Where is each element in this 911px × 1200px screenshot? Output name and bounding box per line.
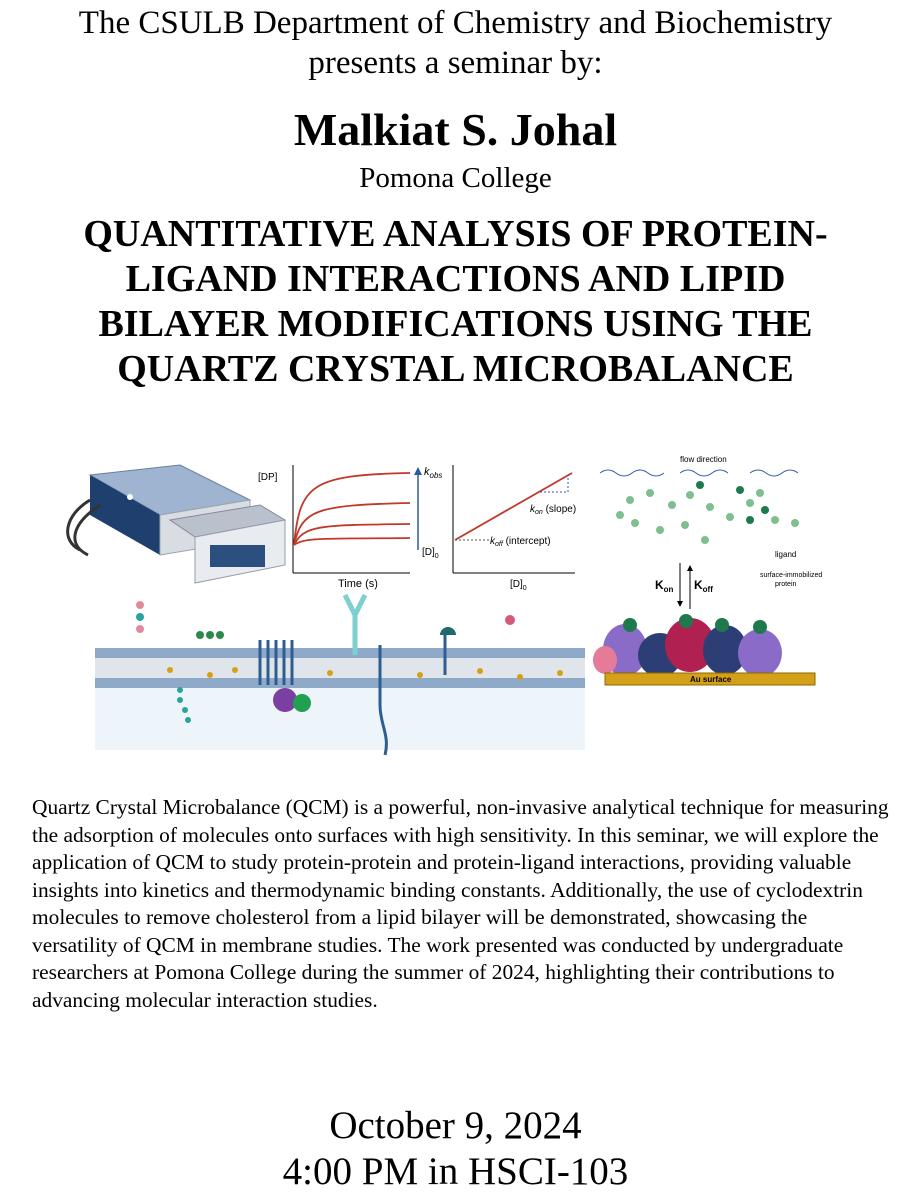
qcm-instrument-image: [68, 465, 285, 583]
plot1-arrow-top: $k_{obs}$: [424, 466, 443, 480]
seminar-abstract: Quartz Crystal Microbalance (QCM) is a powerful, non-invasive analytical technique for measuring the adsorption of molecules onto surfaces with high sensitivity. In this seminar, we will explore the application of QCM to study protein-protein and protein-ligand interactions, providing valuable insights into kinetics and thermodynamic binding constants. Additionally, the use of cyclodextrin molecules to remove cholesterol from a lipid bilayer will be demonstrated, showcasing the versatility of QCM in membrane studies. The work presented was conducted by undergraduate researchers at Pomona College during the summer of 2024, highlighting their contributions to advancing molecular interaction studies.: [32, 795, 889, 1012]
qcm-binding-schematic: [593, 455, 822, 685]
curve-4: [294, 538, 410, 545]
flow-direction-label: flow direction: [680, 455, 727, 464]
plot1-xlabel: Time (s): [338, 578, 378, 590]
curve-3: [294, 524, 410, 545]
kon-label: $K_{on}$: [655, 578, 674, 594]
plot2-slope-label: $k_{on}$ (slope): [530, 504, 577, 516]
seminar-title: QUANTITATIVE ANALYSIS OF PROTEIN-LIGAND INTERACTIONS AND LIPID BILAYER MODIFICATIONS USING THE QUARTZ CRYSTAL MICROBALANCE: [83, 213, 828, 390]
lipid-bilayer-illustration: [95, 595, 585, 755]
koff-label: $K_{off}$: [694, 578, 713, 594]
seminar-figure: [60, 445, 840, 765]
event-time-location: 4:00 PM in HSCI-103: [282, 1150, 629, 1193]
ligand-label: ligand: [775, 550, 797, 559]
plot1-arrow-bottom: $[D]_0$: [422, 547, 439, 560]
plot1-ylabel: [DP]: [258, 472, 278, 483]
header-presents: presents a seminar by:: [308, 45, 603, 81]
speaker-name: Malkiat S. Johal: [293, 104, 618, 155]
curve-1: [294, 473, 410, 545]
header-department: The CSULB Department of Chemistry and Biochemistry: [78, 5, 833, 41]
kobs-linear-plot: [453, 465, 576, 592]
plot2-intercept-label: $k_{off}$ (intercept): [490, 536, 551, 548]
immobilized-proteins: [593, 614, 782, 677]
plot2-xlabel: $[D]_0$: [510, 579, 527, 592]
protein-label: surface-immobilized protein: [760, 572, 823, 588]
event-date: October 9, 2024: [329, 1104, 582, 1147]
speaker-affiliation: Pomona College: [359, 162, 552, 194]
au-surface-label: Au surface: [690, 675, 732, 684]
binding-kinetics-plot: [258, 465, 442, 590]
